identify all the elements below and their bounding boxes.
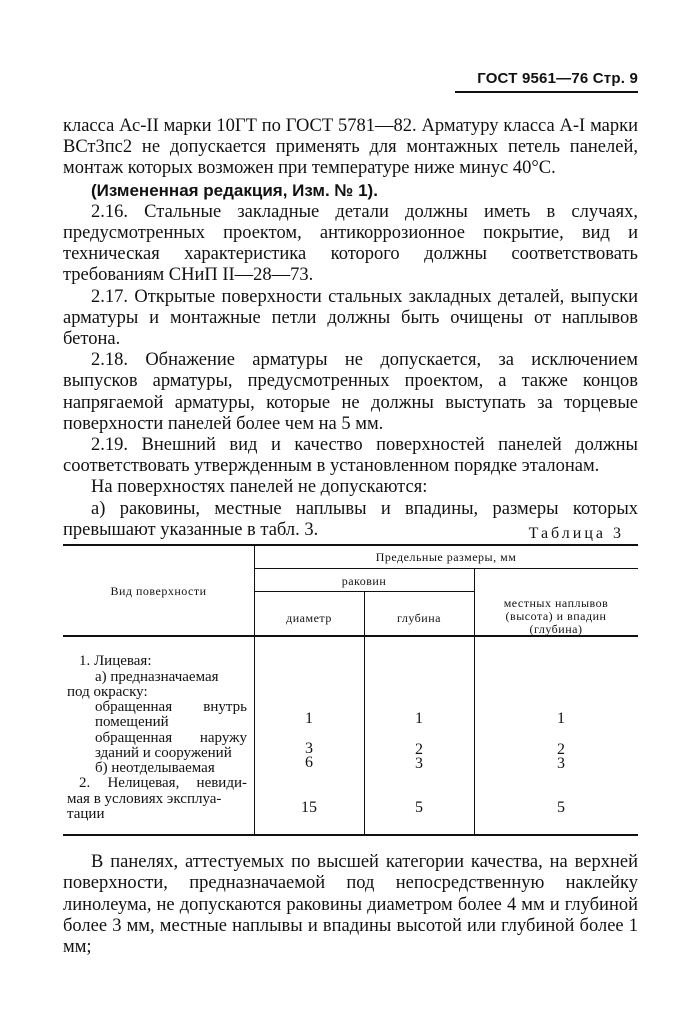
row-label: обращенная внутрь — [95, 699, 247, 715]
paragraph-continuation: класса Ас-II марки 10ГТ по ГОСТ 5781—82. Арматуру класса А-I марки ВСт3пс2 не допускается применять для монтажных петель панелей, монтаж которых возможен при температуре ниже минус 40°С. — [63, 116, 638, 179]
table-col-rule — [364, 591, 365, 836]
amendment-note: (Измененная редакция, Изм. № 1). — [91, 180, 378, 200]
row-label: обращенная наружу — [95, 730, 247, 746]
body-text — [63, 116, 638, 541]
row-label: а) предназначаемая — [95, 669, 219, 685]
header-local: местных наплывов (высота) и впадин (глубина) — [503, 596, 609, 636]
cell-value: 5 — [415, 799, 423, 816]
table-col-rule — [474, 568, 475, 836]
table-3 — [63, 544, 638, 836]
bottom-paragraph — [63, 852, 638, 958]
not-allowed-intro: На поверхностях панелей не допускаются: — [91, 477, 428, 498]
table-bottom-rule — [63, 834, 638, 836]
row-label: зданий и сооружений — [95, 745, 232, 761]
header-rule — [455, 91, 638, 93]
cell-value: 6 — [305, 754, 313, 771]
cell-value: 2 — [557, 741, 565, 758]
row-label: 2. Нелицевая, невиди- — [79, 775, 247, 791]
cell-value: 2 — [415, 741, 423, 758]
row-label: б) неотделываемая — [95, 760, 215, 776]
table-top-rule — [63, 544, 638, 546]
table-title: Таблица 3 — [528, 525, 624, 542]
cell-value: 1 — [415, 710, 423, 727]
clause-2-18: 2.18. Обнажение арматуры не допускается, за исключением выпусков арматуры, предусмотренных проектом, а также концов напрягаемой арматуры, которые не должны выступать за торцевые поверхности панелей более чем на 5 мм. — [63, 350, 638, 434]
cell-value: 1 — [305, 710, 313, 727]
header-limits: Предельные размеры, мм — [375, 550, 517, 564]
row-label: помещений — [95, 714, 169, 730]
header-depth: глубина — [397, 611, 441, 625]
clause-2-16: 2.16. Стальные закладные детали должны иметь в случаях, предусмотренных проектом, антикоррозионное покрытие, вид и техническая характеристика которого должны соответствовать требованиям СНиП II—28—73. — [63, 201, 638, 286]
item-a: а) раковины, местные наплывы и впадины, размеры которых превышают указанные в табл. 3. — [63, 498, 638, 540]
cell-value: 3 — [415, 755, 423, 772]
header-diameter: диаметр — [286, 611, 332, 625]
row-label: 1. Лицевая: — [79, 653, 152, 669]
quality-category-paragraph: В панелях, аттестуемых по высшей категории качества, на верхней поверхности, предназначаемой под непосредственную наклейку линолеума, не допускаются раковины диаметром более 4 мм и глубиной более 3 мм, местные наплывы и впадины высотой или глубиной более 1 мм; — [63, 852, 638, 958]
cell-value: 3 — [557, 755, 565, 772]
page-header: ГОСТ 9561—76 Стр. 9 — [477, 70, 638, 87]
row-label: тации — [67, 806, 105, 822]
cell-value: 15 — [301, 799, 317, 816]
cell-value: 5 — [557, 799, 565, 816]
header-cavities: раковин — [341, 574, 387, 588]
clause-2-19: 2.19. Внешний вид и качество поверхностей панелей должны соответствовать утвержденным в установленном порядке эталонам. — [63, 435, 638, 477]
cell-value: 1 — [557, 710, 565, 727]
header-surface: Вид поверхности — [110, 584, 207, 598]
table-rule — [254, 568, 638, 569]
row-label: под окраску: — [67, 684, 148, 700]
row-label: мая в условиях эксплуа- — [67, 791, 222, 807]
clause-2-17: 2.17. Открытые поверхности стальных закладных деталей, выпуски арматуры и монтажные петли должны быть очищены от наплывов бетона. — [63, 286, 638, 350]
cell-value: 3 — [305, 740, 313, 757]
